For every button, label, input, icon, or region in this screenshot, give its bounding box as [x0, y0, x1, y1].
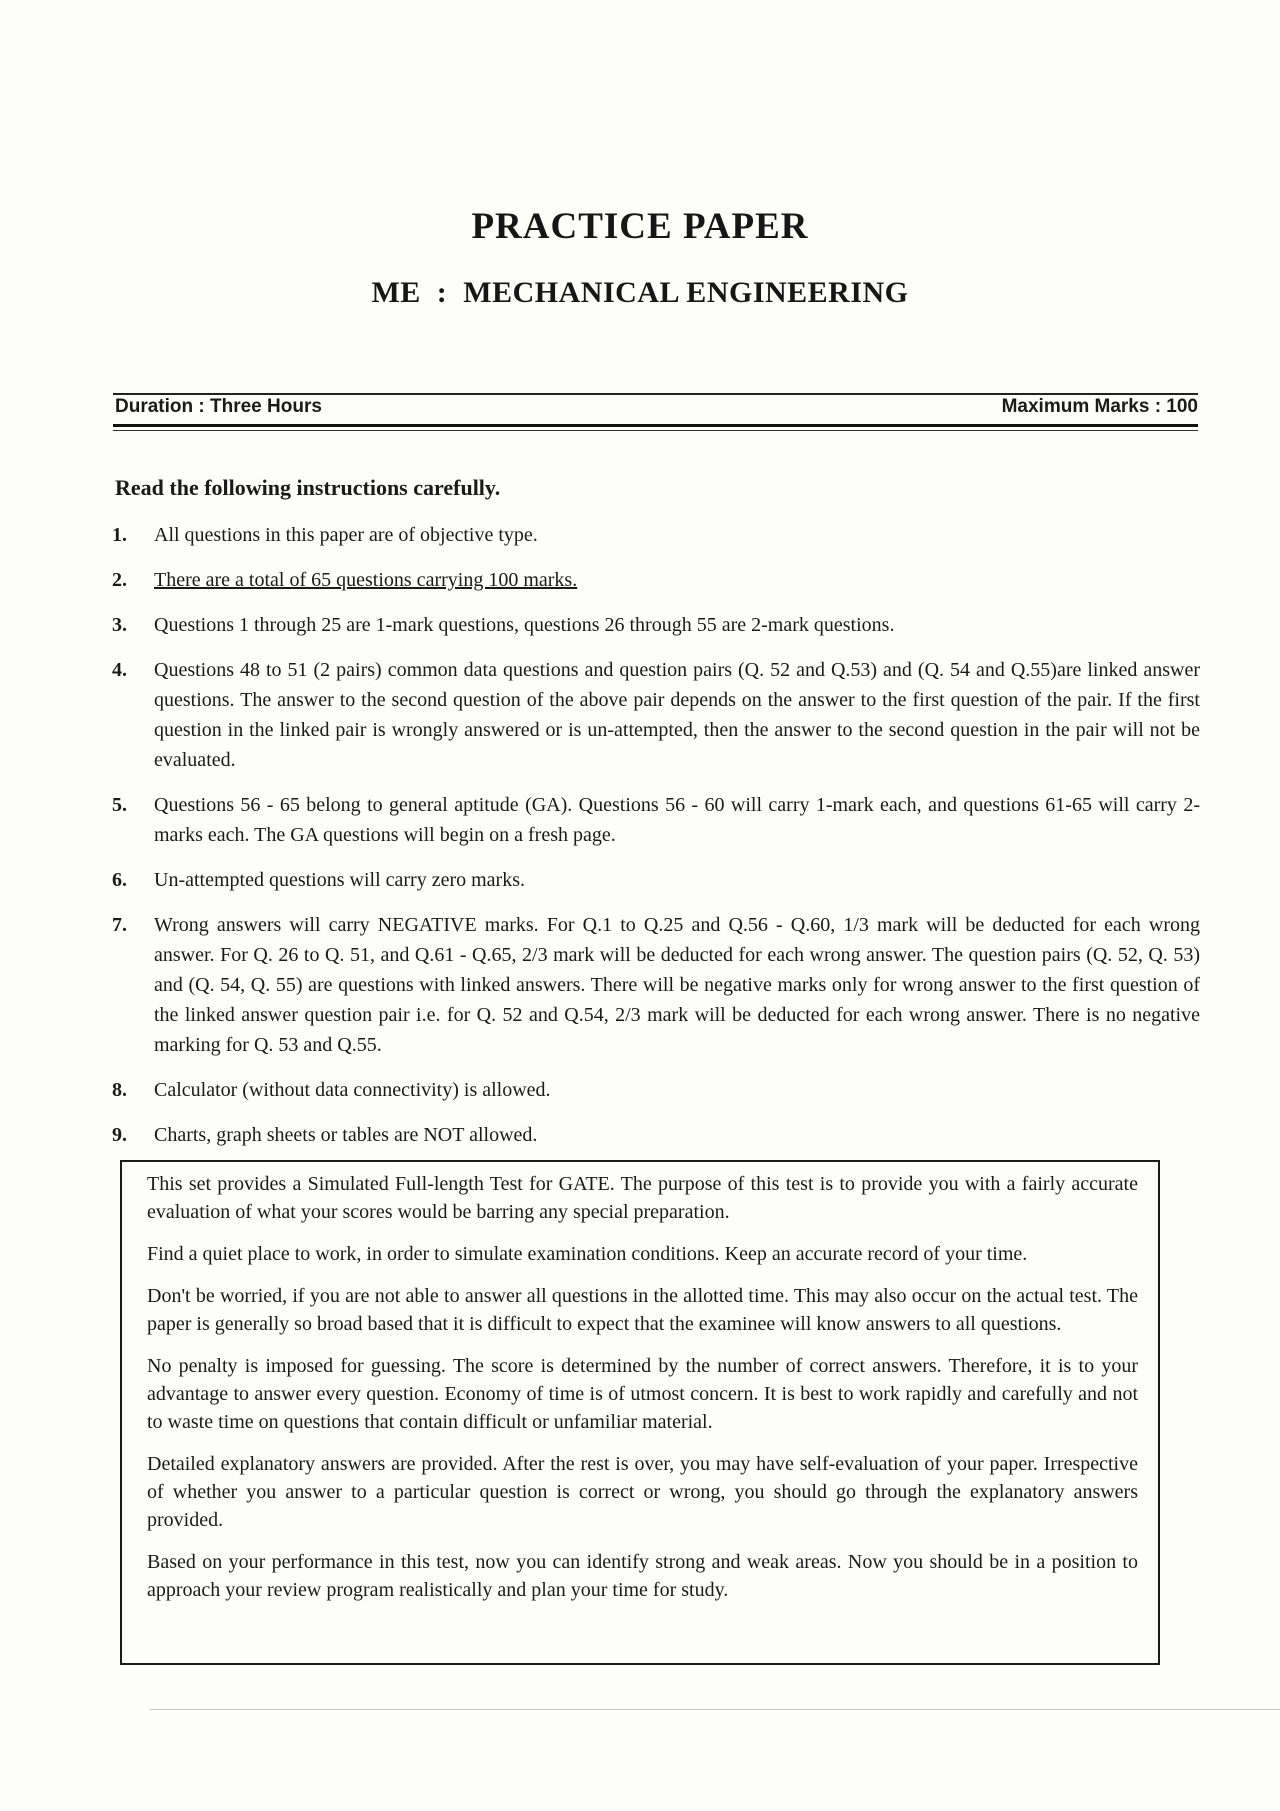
list-item	[100, 655, 1200, 775]
item-text: Un-attempted questions will carry zero marks.	[154, 869, 525, 891]
item-text: All questions in this paper are of objective type.	[154, 524, 538, 546]
list-item	[100, 520, 1200, 550]
notes-box	[120, 1160, 1160, 1665]
subject-code: ME	[371, 276, 421, 309]
list-item	[100, 1120, 1200, 1150]
item-text: Charts, graph sheets or tables are NOT allowed.	[154, 1124, 538, 1146]
header-rule-top	[113, 393, 1198, 395]
list-item	[100, 865, 1200, 895]
header-rule-bottom-thick	[113, 424, 1198, 427]
list-item	[100, 610, 1200, 640]
list-item	[100, 1075, 1200, 1105]
instructions-list	[100, 520, 1200, 1165]
item-text: Questions 56 - 65 belong to general aptitude (GA). Questions 56 - 60 will carry 1-mark each, and questions 61-65 will carry 2-marks each. The GA questions will begin on a fresh page.	[154, 794, 1200, 846]
page-title: PRACTICE PAPER	[471, 206, 809, 247]
item-text: Questions 48 to 51 (2 pairs) common data questions and question pairs (Q. 52 and Q.53) and (Q. 54 and Q.55)are linked answer questions. The answer to the second question of the above pair depends on the answer to the first question of the pair. If the first question in the linked pair is wrongly answered or is un-attempted, then the answer to the second question in the pair will not be evaluated.	[154, 659, 1200, 771]
max-marks-label: Maximum Marks : 100	[1001, 396, 1198, 417]
page-bottom-rule	[150, 1709, 1280, 1710]
item-text: There are a total of 65 questions carrying 100 marks.	[154, 569, 578, 591]
item-text: Calculator (without data connectivity) is allowed.	[154, 1079, 551, 1101]
item-number: 2.	[112, 569, 127, 591]
item-number: 7.	[112, 914, 127, 936]
header-rule-bottom-thin	[113, 430, 1198, 431]
item-number: 8.	[112, 1079, 127, 1101]
item-text: Questions 1 through 25 are 1-mark questions, questions 26 through 55 are 2-mark questions.	[154, 614, 895, 636]
list-item	[100, 910, 1200, 1060]
item-number: 9.	[112, 1124, 127, 1146]
item-number: 4.	[112, 659, 127, 681]
subject-name: MECHANICAL ENGINEERING	[463, 276, 909, 309]
page-subtitle	[0, 276, 1280, 310]
note-paragraph: Find a quiet place to work, in order to simulate examination conditions. Keep an accurate record of your time.	[147, 1243, 1028, 1265]
note-paragraph: This set provides a Simulated Full-length Test for GATE. The purpose of this test is to provide you with a fairly accurate evaluation of what your scores would be barring any special preparation.	[147, 1173, 1138, 1223]
instructions-heading: Read the following instructions carefully.	[115, 475, 501, 500]
item-text: Wrong answers will carry NEGATIVE marks. For Q.1 to Q.25 and Q.56 - Q.60, 1/3 mark will be deducted for each wrong answer. For Q. 26 to Q. 51, and Q.61 - Q.65, 2/3 mark will be deducted for each wrong answer. The question pairs (Q. 52, Q. 53) and (Q. 54, Q. 55) are questions with linked answers. There will be negative marks only for wrong answer to the first question of the linked answer question pair i.e. for Q. 52 and Q.54, 2/3 mark will be deducted for each wrong answer. There is no negative marking for Q. 53 and Q.55.	[154, 914, 1200, 1056]
note-paragraph: Don't be worried, if you are not able to answer all questions in the allotted time. This may also occur on the actual test. The paper is generally so broad based that it is difficult to expect that the examinee will know answers to all questions.	[147, 1285, 1138, 1335]
item-number: 1.	[112, 524, 127, 546]
list-item	[100, 565, 1200, 595]
item-number: 6.	[112, 869, 127, 891]
note-paragraph: Based on your performance in this test, now you can identify strong and weak areas. Now you should be in a position to approach your review program realistically and plan your time for study.	[147, 1551, 1138, 1601]
item-number: 3.	[112, 614, 127, 636]
exam-meta-row	[115, 396, 1198, 426]
note-paragraph: No penalty is imposed for guessing. The score is determined by the number of correct answers. Therefore, it is to your advantage to answer every question. Economy of time is of utmost concern. It is best to work rapidly and carefully and not to waste time on questions that contain difficult or unfamiliar material.	[147, 1355, 1138, 1433]
list-item	[100, 790, 1200, 850]
subtitle-separator: :	[436, 276, 448, 309]
duration-label: Duration : Three Hours	[115, 396, 322, 417]
item-number: 5.	[112, 794, 127, 816]
note-paragraph: Detailed explanatory answers are provided. After the rest is over, you may have self-evaluation of your paper. Irrespective of whether you answer to a particular question is correct or wrong, you should go through the explanatory answers provided.	[147, 1453, 1138, 1531]
